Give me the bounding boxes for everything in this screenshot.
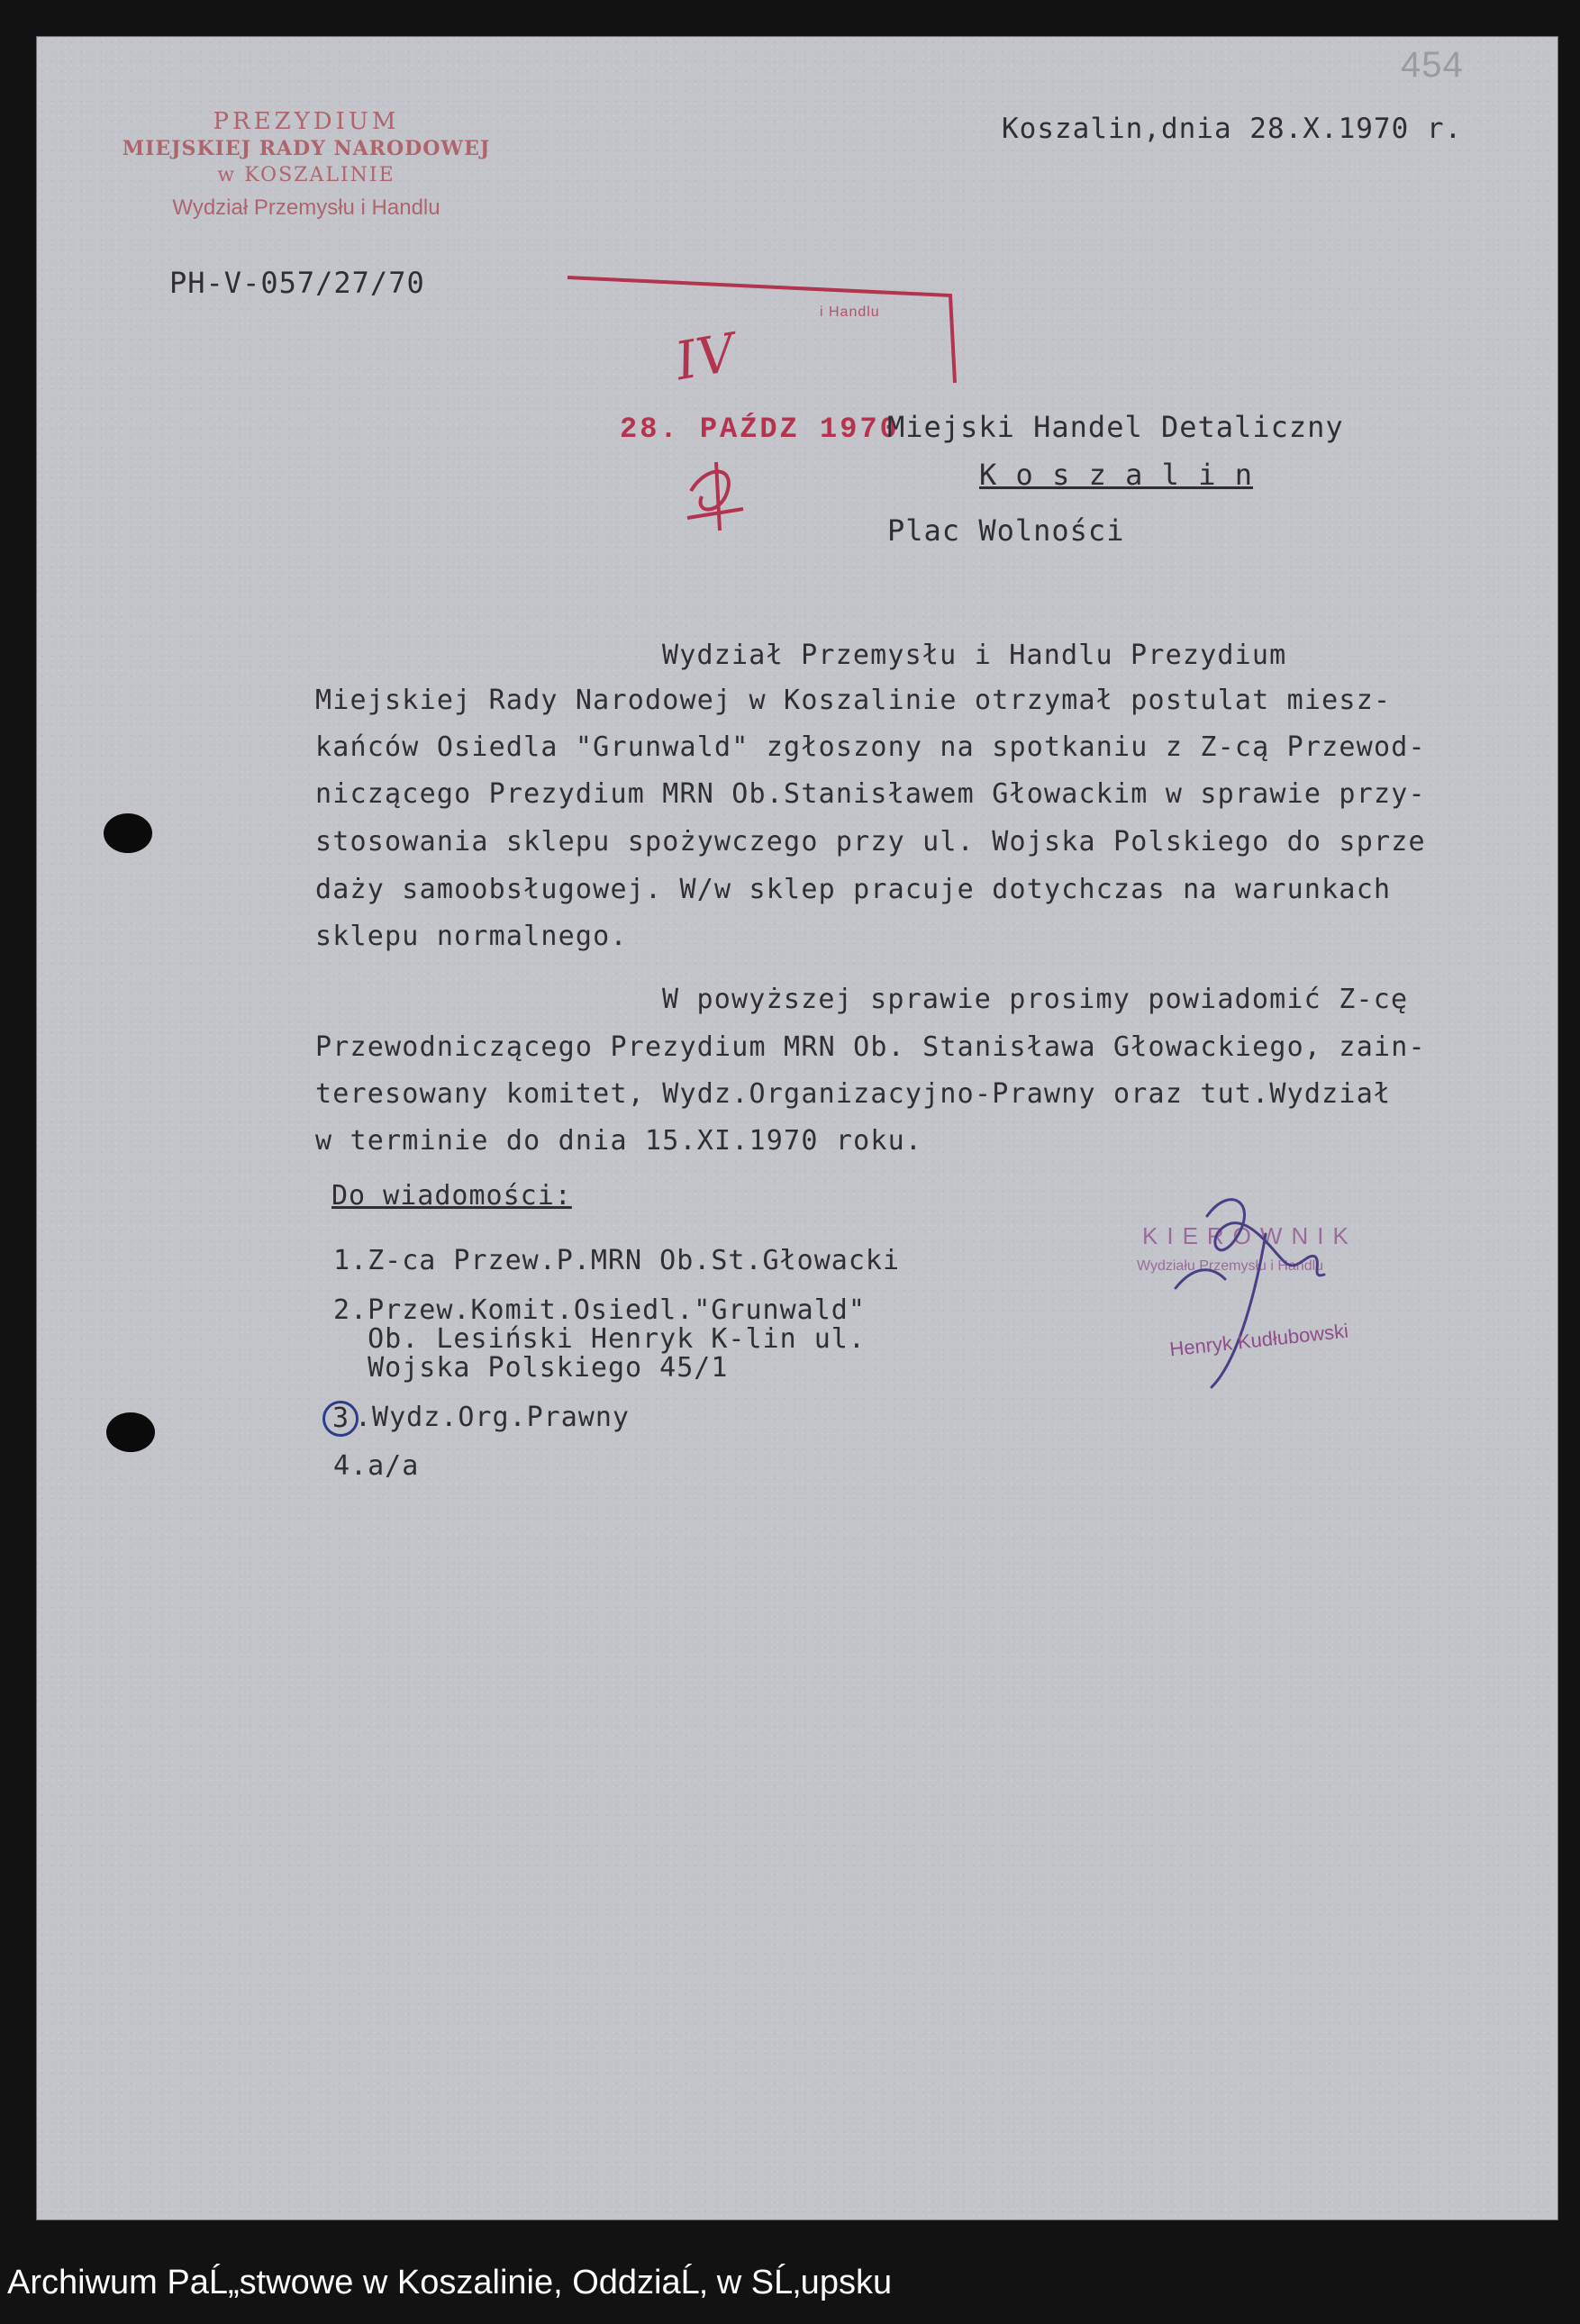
signature-name: Henryk Kudłubowski: [1168, 1319, 1350, 1361]
distribution-item-2-cont1: Ob. Lesiński Henryk K-lin ul.: [333, 1323, 866, 1355]
body-p1-line5: stosowania sklepu spożywczego przy ul. Wojska Polskiego do sprze: [315, 826, 1426, 858]
body-p1-line4: niczącego Prezydium MRN Ob.Stanisławem Głowackim w sprawie przy-: [315, 778, 1426, 810]
punch-hole-bottom: [106, 1412, 155, 1452]
handwritten-signature: [1121, 1180, 1392, 1396]
place-date: Koszalin,dnia 28.X.1970 r.: [1002, 113, 1463, 145]
body-p1-line2: Miejskiej Rady Narodowej w Koszalinie otrzymał postulat miesz-: [315, 685, 1392, 716]
body-p2-line2: Przewodniczącego Prezydium MRN Ob. Stanisława Głowackiego, zain-: [315, 1031, 1426, 1063]
reference-number: PH-V-057/27/70: [169, 266, 425, 300]
signature-stamp-subtitle: Wydziału Przemysłu i Handlu: [1137, 1258, 1324, 1274]
sender-stamp-line3: w KOSZALINIE: [217, 164, 395, 186]
archive-footer: Archiwum PaĹ„stwowe w Koszalinie, OddziaĹ‚ w SĹ‚upsku: [7, 2264, 893, 2301]
sender-stamp-line4: Wydział Przemysłu i Handlu: [172, 195, 440, 220]
handwritten-scribble-icon: [680, 455, 752, 536]
sender-stamp-line2: MIEJSKIEJ RADY NARODOWEJ: [122, 137, 491, 160]
distribution-circled-number: [322, 1401, 359, 1437]
distribution-item-2: 2.Przew.Komit.Osiedl."Grunwald": [333, 1294, 866, 1326]
received-stamp-corner: i Handlu: [820, 304, 880, 320]
signature-stamp-title: KIEROWNIK: [1142, 1222, 1358, 1249]
distribution-item-4: 4.a/a: [333, 1450, 420, 1482]
distribution-item-2-cont2: Wojska Polskiego 45/1: [333, 1352, 729, 1384]
body-p1-line1: Wydział Przemysłu i Handlu Prezydium: [662, 640, 1287, 671]
distribution-item-3: .Wydz.Org.Prawny: [355, 1402, 630, 1433]
body-p2-line4: w terminie do dnia 15.XI.1970 roku.: [315, 1125, 923, 1157]
archive-number: 454: [1401, 45, 1464, 85]
distribution-heading: Do wiadomości:: [331, 1180, 572, 1212]
body-p1-line7: sklepu normalnego.: [315, 921, 628, 952]
received-stamp-date: 28. PAŹDZ 1970: [620, 413, 900, 446]
handwritten-note: IV: [670, 321, 741, 393]
distribution-item-1: 1.Z-ca Przew.P.MRN Ob.St.Głowacki: [333, 1245, 901, 1276]
body-p1-line3: kańców Osiedla "Grunwald" zgłoszony na spotkaniu z Z-cą Przewod-: [315, 731, 1426, 763]
body-p2-line1: W powyższej sprawie prosimy powiadomić Z-cę: [662, 984, 1409, 1015]
body-p2-line3: teresowany komitet, Wydz.Organizacyjno-Prawny oraz tut.Wydział: [315, 1078, 1392, 1110]
recipient-line3: Plac Wolności: [887, 513, 1125, 548]
punch-hole-top: [104, 813, 152, 853]
sender-stamp-line1: PREZYDIUM: [213, 108, 400, 135]
body-p1-line6: daży samoobsługowej. W/w sklep pracuje dotychczas na warunkach: [315, 874, 1392, 905]
sender-stamp: [99, 108, 513, 222]
circled-number-text: 3: [331, 1403, 350, 1434]
recipient-line1: Miejski Handel Detaliczny: [887, 410, 1344, 444]
received-stamp-frame: [558, 270, 964, 387]
recipient-line2: K o s z a l i n: [979, 458, 1253, 492]
